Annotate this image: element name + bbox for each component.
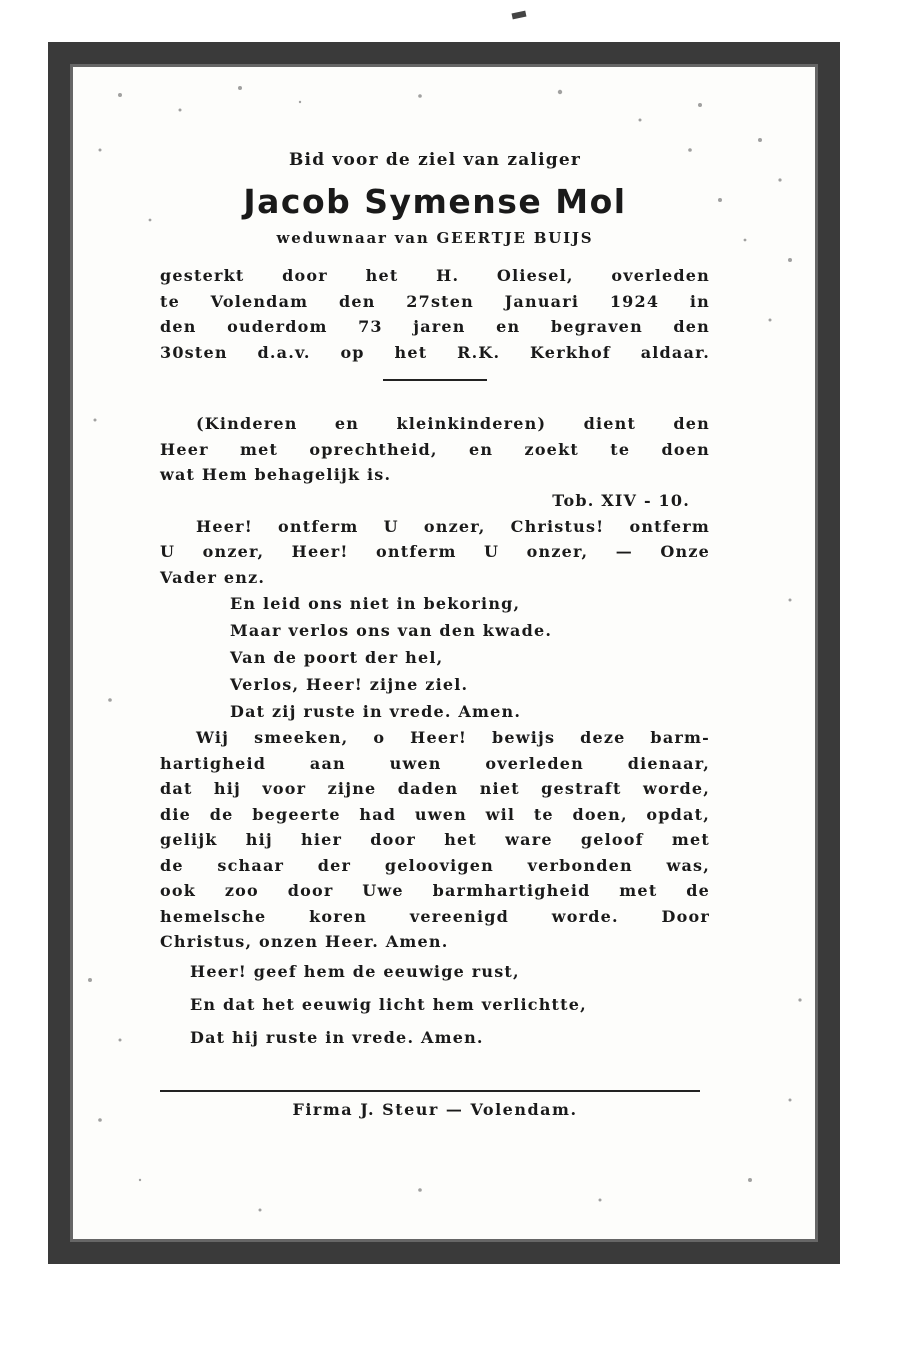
petition-line: hartigheid aan uwen overleden dienaar, (160, 753, 710, 773)
scripture-line: Heer met oprechtheid, en zoekt te doen (160, 439, 710, 459)
petition-line: hemelsche koren vereenigd worde. Door (160, 906, 710, 926)
divider-short (383, 379, 487, 381)
closing-line: En dat het eeuwig licht hem verlichtte, (190, 994, 587, 1014)
widower-line: weduwnaar van GEERTJE BUIJS (276, 229, 594, 247)
scripture-line: wat Hem behagelijk is. (160, 465, 392, 484)
litany-line: Vader enz. (160, 567, 266, 587)
petition-line: Wij smeeken, o Heer! bewijs deze barm- (196, 728, 710, 747)
card-text-block (160, 150, 710, 1119)
death-notice-line: gesterkt door het H. Oliesel, overleden (160, 266, 710, 285)
scripture-reference: Tob. XIV - 10. (552, 490, 690, 510)
prayer-intro: Bid voor de ziel van zaliger (288, 150, 581, 170)
verses (160, 590, 710, 725)
death-notice-line: 30sten d.a.v. op het R.K. Kerkhof aldaar. (160, 342, 710, 362)
verse-line: Dat zij ruste in vrede. Amen. (230, 702, 522, 721)
death-notice (160, 263, 710, 365)
scan-mark (512, 11, 527, 20)
closing-line: Dat hij ruste in vrede. Amen. (190, 1027, 484, 1047)
petition-line: die de begeerte had uwen wil te doen, opdat, (160, 804, 710, 824)
litany (160, 514, 710, 591)
closing-prayer (160, 955, 710, 1054)
verse-line: Verlos, Heer! zijne ziel. (230, 675, 469, 694)
litany-line: Heer! ontferm U onzer, Christus! ontferm (196, 516, 710, 536)
verse-line: Maar verlos ons van den kwade. (230, 621, 553, 640)
deceased-name: Jacob Symense Mol (243, 182, 627, 221)
printer-credit: Firma J. Steur — Volendam. (292, 1099, 578, 1119)
verse-line: En leid ons niet in bekoring, (230, 594, 521, 613)
scripture-line: (Kinderen en kleinkinderen) dient den (196, 414, 710, 433)
verse-line: Van de poort der hel, (230, 648, 444, 667)
petition-line: Christus, onzen Heer. Amen. (160, 932, 449, 951)
death-notice-line: te Volendam den 27sten Januari 1924 in (160, 291, 710, 311)
petition-prayer (160, 725, 710, 955)
petition-line: ook zoo door Uwe barmhartigheid met de (160, 881, 710, 900)
petition-line: de schaar der geloovigen verbonden was, (160, 855, 710, 875)
petition-line: gelijk hij hier door het ware geloof met (160, 830, 710, 849)
divider-long (160, 1090, 700, 1092)
petition-line: dat hij voor zijne daden niet gestraft worde, (160, 779, 710, 798)
scripture-quote (160, 411, 710, 488)
death-notice-line: den ouderdom 73 jaren en begraven den (160, 317, 710, 336)
litany-line: U onzer, Heer! ontferm U onzer, — Onze (160, 542, 710, 561)
closing-line: Heer! geef hem de eeuwige rust, (190, 961, 520, 981)
